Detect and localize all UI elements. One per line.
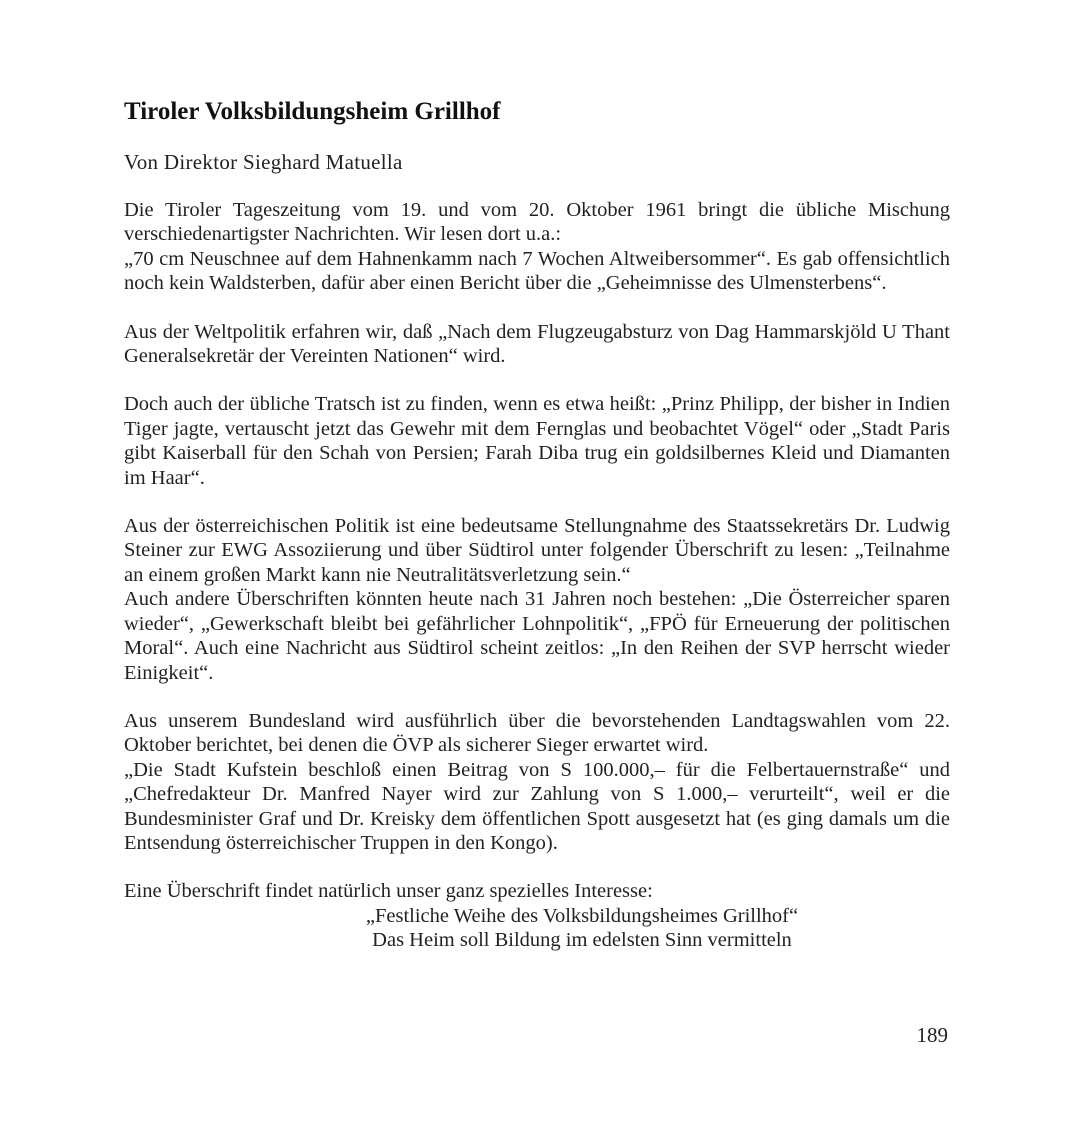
paragraph-oesterreich-politik: Aus der österreichischen Politik ist eine bedeutsame Stellungnahme des Staatssekretärs Dr. Ludwig Steiner zur EWG Assoziierung und über Südtirol unter folgender Überschrift zu lesen: „Teilnahme an einem großen Markt kann nie Neutralitätsverletzung sein.“	[124, 515, 950, 586]
paragraph-weltpolitik: Aus der Weltpolitik erfahren wir, daß „Nach dem Flugzeugabsturz von Dag Hammarskjöld U Thant Generalsekretär der Vereinten Nationen“ wird.	[124, 320, 950, 368]
paragraph-tratsch: Doch auch der übliche Tratsch ist zu finden, wenn es etwa heißt: „Prinz Philipp, der bisher in Indien Tiger jagte, vertauscht jetzt das Gewehr mit dem Fernglas und beobachtet Vögel“ oder „Stadt Paris gibt Kaiserball für den Schah von Persien; Farah Diba trug ein goldsilbernes Kleid und Diamanten im Haar“.	[124, 393, 950, 489]
article-author: Von Direktor Sieghard Matuella	[124, 150, 403, 174]
article	[124, 96, 950, 953]
paragraph-intro: Die Tiroler Tageszeitung vom 19. und vom 20. Oktober 1961 bringt die übliche Mischung verschiedenartigster Nachrichten. Wir lesen dort u.a.:	[124, 199, 950, 246]
paragraph-kufstein: „Die Stadt Kufstein beschloß einen Beitrag von S 100.000,– für die Felbertauernstraße“ und „Chefredakteur Dr. Manfred Nayer wird zur Zahlung von S 1.000,– verurteilt“, weil er die Bundesminister Graf und Dr. Kreisky dem öffentlichen Spott ausgesetzt hat (es ging damals um die Entsendung österreichischer Truppen in den Kongo).	[124, 758, 950, 854]
page-number: 189	[916, 1023, 948, 1047]
paragraph-interesse: Eine Überschrift findet natürlich unser ganz spezielles Interesse:	[124, 880, 653, 903]
headline-quote: „Festliche Weihe des Volksbildungsheimes Grillhof“	[365, 904, 799, 927]
article-body	[124, 198, 950, 953]
paragraph-neuschnee: „70 cm Neuschnee auf dem Hahnenkamm nach 7 Wochen Altweibersommer“. Es gab offensichtlich noch kein Waldsterben, dafür aber einen Bericht über die „Geheimnisse des Ulmensterbens“.	[124, 247, 950, 295]
headline-subtitle: Das Heim soll Bildung im edelsten Sinn vermitteln	[372, 929, 792, 952]
paragraph-ueberschriften: Auch andere Überschriften könnten heute nach 31 Jahren noch bestehen: „Die Österreicher sparen wieder“, „Gewerkschaft bleibt bei gefährlicher Lohnpolitik“, „FPÖ für Erneuerung der politischen Moral“. Auch eine Nachricht aus Südtirol scheint zeitlos: „In den Reihen der SVP herrscht wieder Einigkeit“.	[124, 588, 950, 684]
paragraph-bundesland: Aus unserem Bundesland wird ausführlich über die bevorstehenden Landtagswahlen vom 22. Oktober berichtet, bei denen die ÖVP als sicherer Sieger erwartet wird.	[124, 709, 950, 757]
article-title: Tiroler Volksbildungsheim Grillhof	[124, 98, 501, 125]
